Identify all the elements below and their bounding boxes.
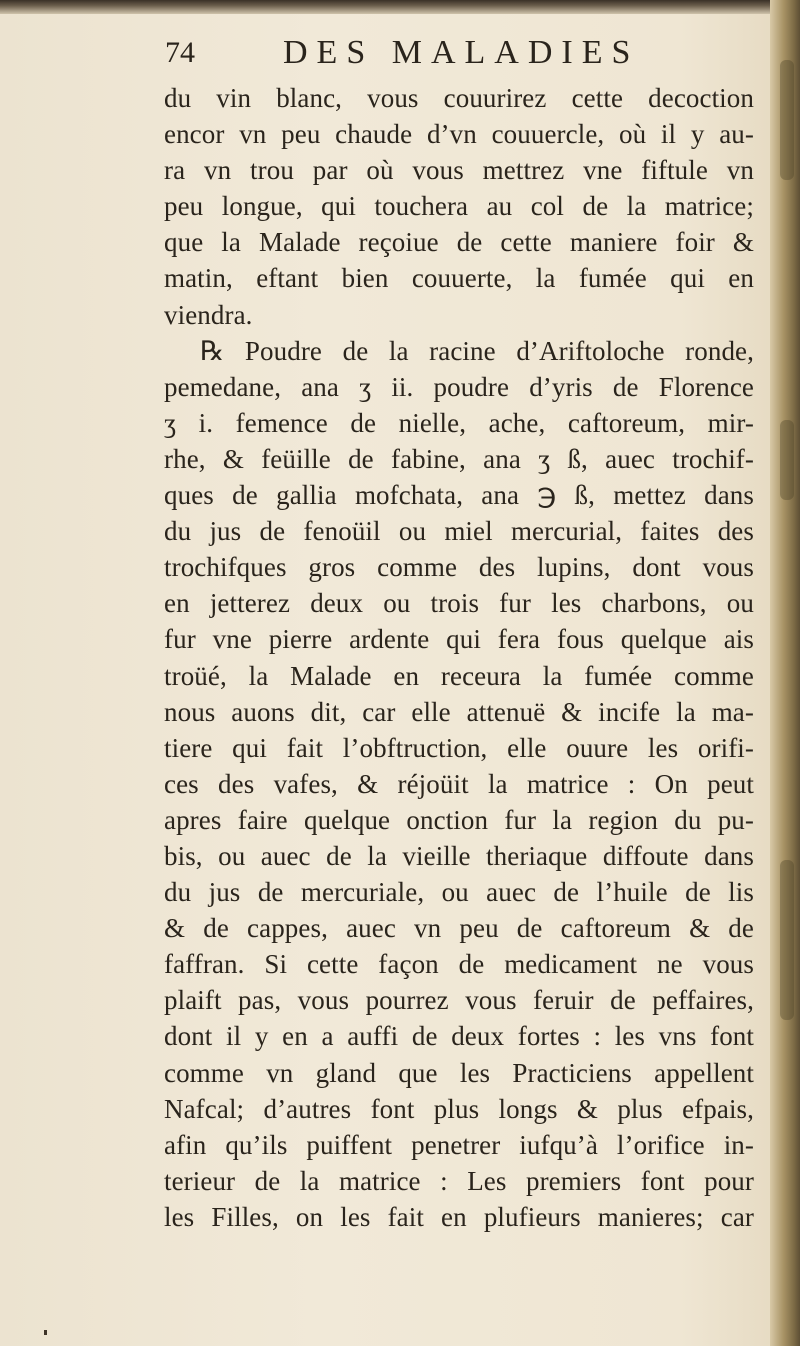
text-line: ques de gallia mofchata, ana ℈ ß, mettez dans	[164, 480, 754, 511]
book-spine	[770, 0, 800, 1346]
text-line: ces des vafes, & réjoüit la matrice : On peut	[164, 768, 754, 799]
text-line: dont il y en a auffi de deux fortes : les vns font	[164, 1021, 754, 1052]
text-line: ra vn trou par où vous mettrez vne fiftule vn	[164, 155, 754, 186]
text-line: en jetterez deux ou trois fur les charbons, ou	[164, 588, 754, 619]
text-line: du jus de mercuriale, ou auec de l’huile de lis	[164, 877, 754, 908]
text-line: bis, ou auec de la vieille theriaque diffoute dans	[164, 840, 754, 871]
text-line: du jus de fenoüil ou miel mercurial, faites des	[164, 516, 754, 547]
text-line: ʒ i. femence de nielle, ache, caftoreum, mir-	[164, 407, 754, 438]
text-line: matin, eftant bien couuerte, la fumée qui en	[164, 263, 754, 294]
text-line: fur vne pierre ardente qui fera fous quelque ais	[164, 624, 754, 655]
text-line: faffran. Si cette façon de medicament ne vous	[164, 949, 754, 980]
page-number: 74	[165, 36, 195, 69]
text-line: les Filles, on les fait en plufieurs manieres; car	[164, 1201, 754, 1232]
text-line: plaift pas, vous pourrez vous feruir de peffaires,	[164, 985, 754, 1016]
page-top-edge	[0, 0, 800, 14]
text-line: troüé, la Malade en receura la fumée comme	[164, 660, 754, 691]
text-line: Nafcal; d’autres font plus longs & plus efpais,	[164, 1093, 754, 1124]
text-line: viendra.	[164, 299, 253, 330]
text-line: comme vn gland que les Practiciens appellent	[164, 1057, 754, 1088]
text-line: terieur de la matrice : Les premiers font pour	[164, 1165, 754, 1196]
text-line: tiere qui fait l’obftruction, elle ouure les orifi-	[164, 732, 754, 763]
text-line: pemedane, ana ʒ ii. poudre d’yris de Florence	[164, 371, 754, 402]
text-line: & de cappes, auec vn peu de caftoreum & de	[164, 913, 754, 944]
spine-stain	[780, 860, 794, 1020]
text-line: afin qu’ils puiffent penetrer iufqu’à l’orifice in-	[164, 1129, 754, 1160]
text-line: apres faire quelque onction fur la region du pu-	[164, 804, 754, 835]
text-line: ℞ Poudre de la racine d’Ariftoloche ronde,	[200, 335, 754, 366]
spine-stain	[780, 420, 794, 500]
text-line: peu longue, qui touchera au col de la matrice;	[164, 191, 754, 222]
text-line: que la Malade reçoiue de cette maniere foir &	[164, 227, 754, 258]
body-text	[164, 80, 754, 1235]
text-line: encor vn peu chaude d’vn couuercle, où il y au-	[164, 119, 754, 150]
text-line: rhe, & feüille de fabine, ana ʒ ß, auec trochif-	[164, 443, 754, 474]
paper-fleck	[44, 1330, 47, 1335]
running-head	[165, 36, 725, 82]
spine-stain	[780, 60, 794, 180]
running-head-title: DES MALADIES	[283, 34, 640, 71]
text-line: nous auons dit, car elle attenuë & incife la ma-	[164, 696, 754, 727]
text-line: du vin blanc, vous couurirez cette decoction	[164, 83, 754, 113]
text-line: trochifques gros comme des lupins, dont vous	[164, 552, 754, 583]
